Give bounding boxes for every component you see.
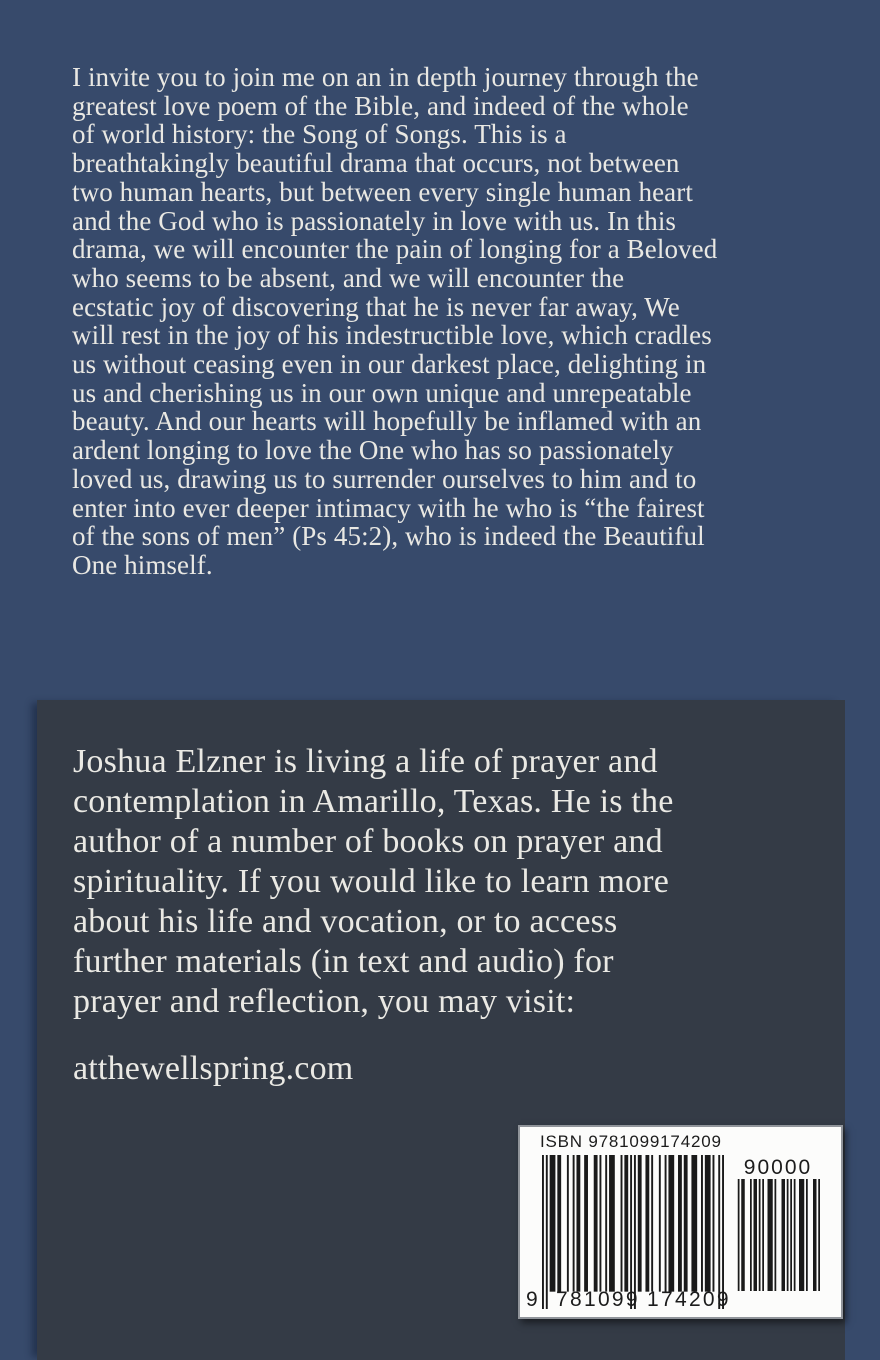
blurb-line: loved us, drawing us to surrender ourselves to him and to bbox=[72, 463, 697, 494]
website-url: atthewellspring.com bbox=[73, 1050, 354, 1087]
author-bio-box bbox=[37, 700, 845, 1360]
barcode-digit-group: 174209 bbox=[647, 1288, 731, 1311]
ean13-barcode bbox=[542, 1155, 724, 1309]
bio-line: about his life and vocation, or to access bbox=[73, 903, 618, 940]
blurb-line: enter into ever deeper intimacy with he who is “the fairest bbox=[72, 492, 705, 523]
blurb-line: of world history: the Song of Songs. This is a bbox=[72, 119, 567, 150]
bio-line: spirituality. If you would like to learn more bbox=[73, 863, 669, 900]
blurb-line: drama, we will encounter the pain of longing for a Beloved bbox=[72, 234, 718, 265]
blurb-line: One himself. bbox=[72, 549, 213, 580]
blurb-line: of the sons of men” (Ps 45:2), who is indeed the Beautiful bbox=[72, 521, 705, 552]
blurb-line: ardent longing to love the One who has so passionately bbox=[72, 435, 674, 466]
blurb-line: greatest love poem of the Bible, and indeed of the whole bbox=[72, 90, 689, 121]
blurb-line: us and cherishing us in our own unique and unrepeatable bbox=[72, 377, 692, 408]
bio-line: prayer and reflection, you may visit: bbox=[73, 983, 576, 1020]
ean5-addon-barcode bbox=[736, 1179, 820, 1291]
back-cover-blurb bbox=[72, 63, 852, 580]
blurb-line: two human hearts, but between every single human heart bbox=[72, 176, 693, 207]
author-bio-text bbox=[73, 742, 673, 1089]
barcode-digit-group: 781099 bbox=[556, 1288, 640, 1311]
isbn-label: ISBN 9781099174209 bbox=[540, 1132, 722, 1151]
blurb-line: I invite you to join me on an in depth journey through the bbox=[72, 62, 699, 92]
blurb-line: and the God who is passionately in love with us. In this bbox=[72, 205, 677, 236]
bio-line: Joshua Elzner is living a life of prayer and bbox=[73, 743, 658, 780]
isbn-barcode-panel bbox=[518, 1125, 843, 1319]
bio-line: contemplation in Amarillo, Texas. He is the bbox=[73, 783, 674, 820]
price-addon-value: 90000 bbox=[743, 1156, 813, 1179]
blurb-line: us without ceasing even in our darkest place, delighting in bbox=[72, 349, 707, 380]
barcode-digit-group: 9 bbox=[526, 1288, 538, 1311]
blurb-line: who seems to be absent, and we will encounter the bbox=[72, 262, 625, 293]
blurb-line: breathtakingly beautiful drama that occurs, not between bbox=[72, 148, 680, 179]
bio-line: author of a number of books on prayer and bbox=[73, 823, 663, 860]
blurb-line: beauty. And our hearts will hopefully be inflamed with an bbox=[72, 406, 702, 437]
blurb-line: ecstatic joy of discovering that he is never far away, We bbox=[72, 291, 680, 322]
blurb-line: will rest in the joy of his indestructible love, which cradles bbox=[72, 320, 712, 351]
bio-line: further materials (in text and audio) for bbox=[73, 943, 614, 980]
